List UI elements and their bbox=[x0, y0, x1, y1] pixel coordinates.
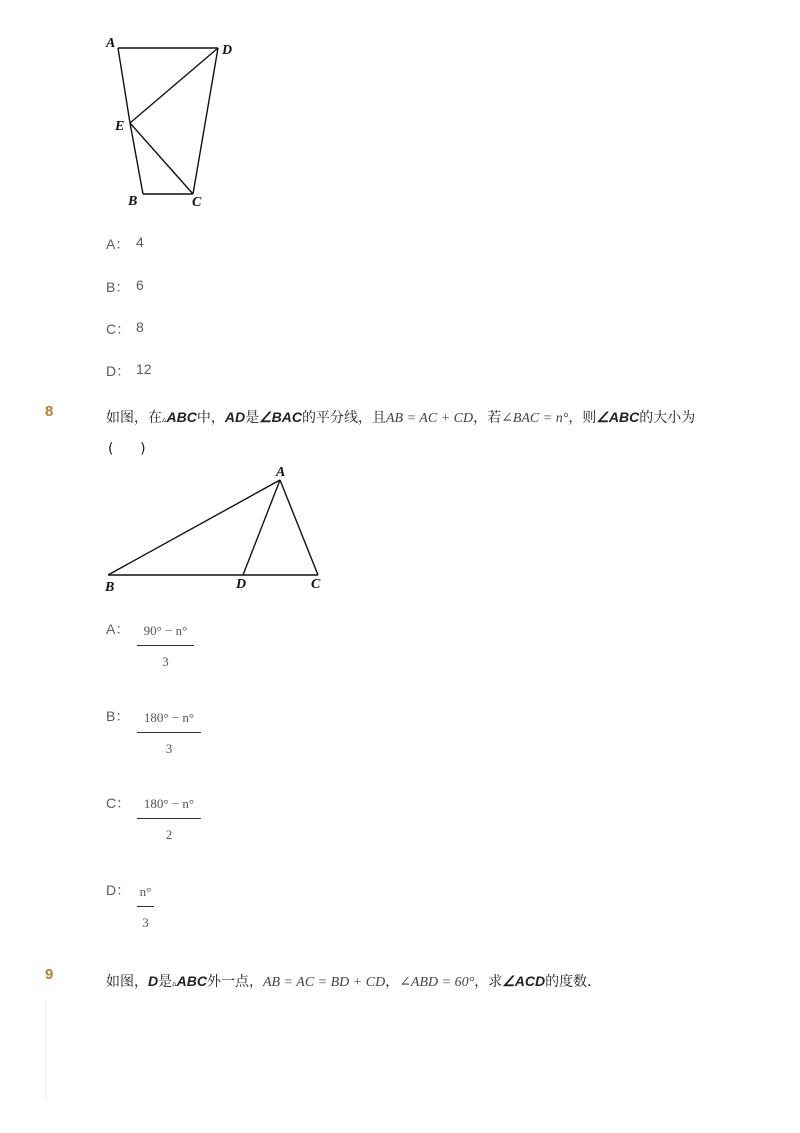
q9-eq1: AB = AC = BD + CD bbox=[263, 975, 386, 990]
q9-text-mid3: ， bbox=[385, 974, 400, 990]
q7-label-b: B bbox=[128, 194, 138, 209]
q7-label-e: E bbox=[115, 119, 125, 134]
q9-angle-acd: ∠ACD bbox=[502, 973, 546, 989]
q8-option-d-letter: D： bbox=[106, 882, 131, 898]
q8-angle-abc: ∠ABC bbox=[596, 409, 640, 425]
q9-text-mid1: 是 bbox=[158, 974, 173, 990]
q8-figure bbox=[100, 460, 330, 595]
q9-number: 9 bbox=[45, 966, 54, 983]
q8-label-a: A bbox=[276, 465, 286, 480]
q8-option-b-numerator: 180° − n° bbox=[143, 710, 195, 725]
q8-option-a-denominator: 3 bbox=[162, 654, 169, 669]
q8-text-mid3: 的平分线，且 bbox=[302, 410, 386, 426]
q7-label-d: D bbox=[222, 43, 233, 58]
q8-option-c-letter: C： bbox=[106, 795, 131, 811]
q9-text-end: 的度数． bbox=[545, 974, 602, 990]
q7-option-a-letter: A： bbox=[106, 236, 130, 252]
q8-label-b: B bbox=[105, 580, 115, 595]
q8-option-b-fraction-bar bbox=[137, 732, 201, 733]
q8-tri-name: ABC bbox=[166, 409, 197, 425]
q8-option-b-denominator: 3 bbox=[165, 741, 173, 756]
q8-option-c-numerator: 180° − n° bbox=[143, 796, 195, 811]
q9-triangle-icon: ▵ bbox=[172, 979, 177, 989]
q7-option-b-letter: B： bbox=[106, 279, 130, 295]
q8-option-a-fraction-bar bbox=[137, 645, 194, 646]
q8-text-mid5: ，则 bbox=[568, 410, 597, 426]
q8-text-mid2: 是 bbox=[245, 410, 260, 426]
q8-text-mid4: ，若 bbox=[473, 410, 502, 426]
q8-text-mid1: 中， bbox=[196, 410, 225, 426]
q7-option-a-text: 4 bbox=[136, 234, 144, 250]
q7-option-c-letter: C： bbox=[106, 321, 131, 337]
q8-option-a-letter: A： bbox=[106, 621, 130, 637]
q8-label-c: C bbox=[311, 577, 321, 592]
q7-option-b-text: 6 bbox=[136, 277, 144, 293]
q7-label-a: A bbox=[106, 36, 116, 51]
q8-option-d-denominator: 3 bbox=[142, 915, 149, 930]
q8-ad: AD bbox=[224, 409, 246, 425]
q8-option-a-fraction bbox=[137, 623, 194, 670]
q8-option-d-fraction bbox=[137, 884, 154, 931]
q8-eq2: ∠BAC = n° bbox=[501, 411, 569, 426]
q8-number: 8 bbox=[45, 403, 54, 420]
q8-option-b-fraction bbox=[137, 710, 201, 757]
q7-option-c-text: 8 bbox=[136, 319, 144, 335]
q8-label-d: D bbox=[236, 577, 247, 592]
q8-option-d-fraction-bar bbox=[137, 906, 154, 907]
q9-eq2: ∠ABD = 60° bbox=[399, 975, 475, 990]
q8-option-d-numerator: n° bbox=[139, 884, 152, 899]
q8-text-end: 的大小为 bbox=[639, 410, 696, 426]
q7-figure bbox=[100, 30, 260, 215]
q9-stem bbox=[106, 971, 601, 991]
q9-text-mid2: 外一点， bbox=[207, 974, 263, 990]
q7-option-d-letter: D： bbox=[106, 363, 131, 379]
q8-option-b-letter: B： bbox=[106, 708, 130, 724]
q8-answer-blank: ( ) bbox=[108, 441, 146, 457]
q9-text-pre: 如图， bbox=[106, 974, 148, 990]
q7-option-d-text: 12 bbox=[136, 361, 152, 377]
q7-label-c: C bbox=[192, 195, 202, 210]
q8-option-c-fraction bbox=[137, 796, 201, 843]
q8-option-c-fraction-bar bbox=[137, 818, 201, 819]
left-margin-rule bbox=[45, 1000, 46, 1100]
q8-angle-bac: ∠BAC bbox=[259, 409, 302, 425]
q8-stem bbox=[106, 407, 695, 427]
q9-text-mid4: ，求 bbox=[474, 974, 503, 990]
q8-triangle-icon: ▵ bbox=[162, 415, 167, 425]
q9-tri-name: ABC bbox=[176, 973, 207, 989]
q8-text-pre: 如图，在 bbox=[106, 410, 162, 426]
q8-eq1: AB = AC + CD bbox=[386, 411, 474, 426]
q8-option-a-numerator: 90° − n° bbox=[143, 623, 188, 638]
q9-d: D bbox=[148, 973, 159, 989]
q8-option-c-denominator: 2 bbox=[165, 827, 173, 842]
